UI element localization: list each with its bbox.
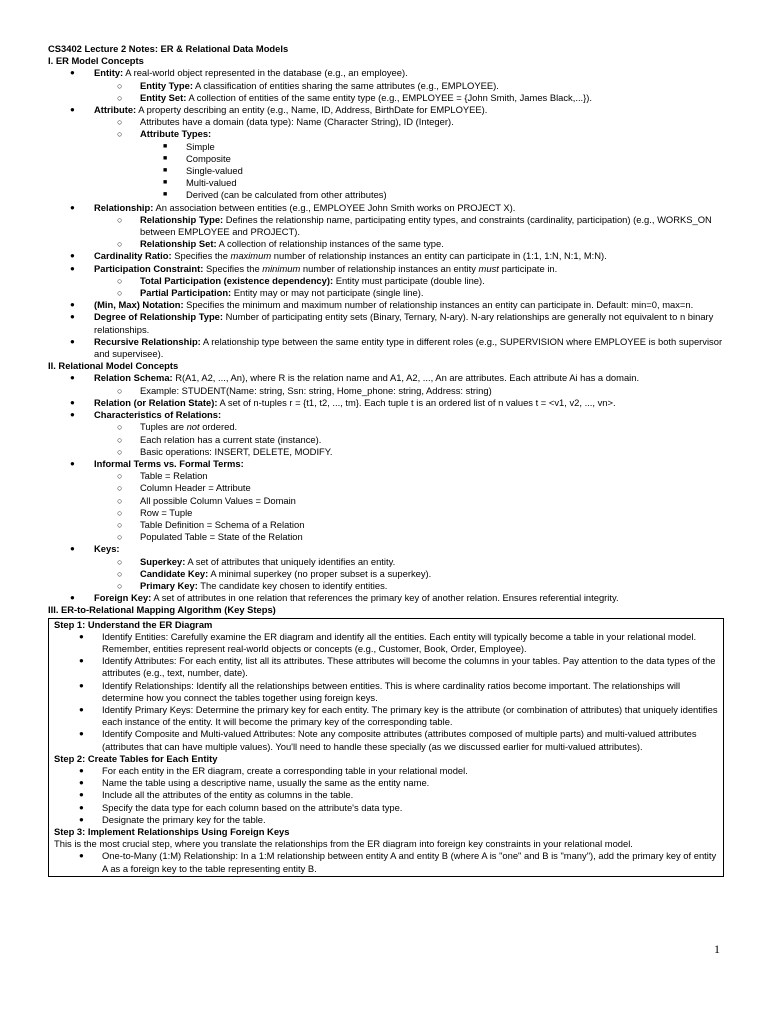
list-item: ○ Primary Key: The candidate key chosen to identify entities. <box>117 579 388 591</box>
list-item: ○ Total Participation (existence dependency): Entity must participate (double line). <box>117 274 485 286</box>
circle-bullet-icon: ○ <box>117 80 123 91</box>
bullet-icon: ● <box>70 544 75 554</box>
bullet-icon: ● <box>79 851 84 861</box>
circle-bullet-icon: ○ <box>117 239 123 250</box>
circle-bullet-icon: ○ <box>117 495 123 506</box>
list-item: ● Cardinality Ratio: Specifies the maximum number of relationship instances an entity can participate in (1:1, 1:N, N:1, M:N). <box>70 250 607 262</box>
list-item: ○ Column Header = Attribute <box>117 482 251 494</box>
bullet-icon: ● <box>79 790 84 800</box>
bullet-icon: ● <box>70 373 75 383</box>
bullet-icon: ● <box>70 397 75 407</box>
step-3-intro: This is the most crucial step, where you translate the relationships from the ER diagram into foreign key constraints in your relational model. <box>54 838 633 850</box>
step-3-heading: Step 3: Implement Relationships Using Foreign Keys <box>54 826 290 837</box>
list-item: ● Keys: <box>70 543 120 555</box>
list-item: ■ Single-valued <box>163 165 243 177</box>
bullet-icon: ● <box>79 656 84 666</box>
document-title: CS3402 Lecture 2 Notes: ER & Relational Data Models <box>48 43 289 54</box>
list-item: ○ Tuples are not ordered. <box>117 421 238 433</box>
list-item: ○ Attributes have a domain (data type): Name (Character String), ID (Integer). <box>117 116 454 128</box>
list-item: ● Relation (or Relation State): A set of n-tuples r = {t1, t2, ..., tm}. Each tuple t is an ordered list of n values t = <v1, v2, ..., vn>. <box>70 396 616 408</box>
list-item: ● Informal Terms vs. Formal Terms: <box>70 457 244 469</box>
list-item: ● Specify the data type for each column based on the attribute's data type. <box>79 801 403 813</box>
circle-bullet-icon: ○ <box>117 214 123 225</box>
bullet-icon: ● <box>70 202 75 212</box>
section-heading-mapping: III. ER-to-Relational Mapping Algorithm (Key Steps) <box>48 604 276 616</box>
circle-bullet-icon: ○ <box>117 288 123 299</box>
list-item: ● Identify Composite and Multi-valued Attributes: Note any composite attributes (attributes composed of multiple parts) and multi-valued attributes (attributes that can have multiple values). You'll need to handle these specially (as we discussed earlier for multi-valued attributes). <box>79 728 697 752</box>
list-item: ● Entity: A real-world object represented in the database (e.g., an employee). <box>70 67 408 79</box>
list-item: ● Identify Relationships: Identify all the relationships between entities. This is where cardinality ratios become important. The relationships will determine how you connect the tables together using foreign keys. <box>79 679 681 703</box>
square-bullet-icon: ■ <box>163 154 168 162</box>
list-item: ○ Populated Table = State of the Relation <box>117 531 303 543</box>
bullet-icon: ● <box>79 814 84 824</box>
list-item: ○ Entity Type: A classification of entities sharing the same attributes (e.g., EMPLOYEE). <box>117 79 499 91</box>
list-item: ● Characteristics of Relations: <box>70 409 222 421</box>
bullet-icon: ● <box>70 458 75 468</box>
list-item: ○ Candidate Key: A minimal superkey (no proper subset is a superkey). <box>117 567 432 579</box>
list-item: ● Name the table using a descriptive name, usually the same as the entity name. <box>79 777 430 789</box>
square-bullet-icon: ■ <box>163 191 168 199</box>
list-item: ● Designate the primary key for the table. <box>79 813 266 825</box>
bullet-icon: ● <box>79 802 84 812</box>
circle-bullet-icon: ○ <box>117 275 123 286</box>
list-item: ■ Simple <box>163 140 215 152</box>
circle-bullet-icon: ○ <box>117 385 123 396</box>
list-item: ○ Attribute Types: <box>117 128 212 140</box>
bullet-icon: ● <box>70 263 75 273</box>
circle-bullet-icon: ○ <box>117 483 123 494</box>
bullet-icon: ● <box>70 336 75 346</box>
list-item: ● Include all the attributes of the entity as columns in the table. <box>79 789 354 801</box>
list-item: ● Relation Schema: R(A1, A2, ..., An), where R is the relation name and A1, A2, ..., An are attributes. Each attribute Ai has a domain. <box>70 372 640 384</box>
list-item: ● Identify Entities: Carefully examine the ER diagram and identify all the entities. Each entity will typically become a table in your relational model. Remember, entities represent real-world objects or concepts (e.g., Customer, Book, Order, Employee). <box>79 630 697 654</box>
bullet-icon: ● <box>79 680 84 690</box>
list-item: ● Participation Constraint: Specifies the minimum number of relationship instances an entity must participate in. <box>70 262 558 274</box>
list-item: ■ Derived (can be calculated from other attributes) <box>163 189 387 201</box>
step-3-list <box>54 850 719 874</box>
list-item: ● Foreign Key: A set of attributes in one relation that references the primary key of another relation. Ensures referential integrity. <box>70 592 619 604</box>
list-item: ○ Relationship Type: Defines the relationship name, participating entity types, and constraints (cardinality, participation) (e.g., WORKS_ON between EMPLOYEE and PROJECT). <box>117 213 712 238</box>
bullet-icon: ● <box>70 410 75 420</box>
list-item: ● Identify Primary Keys: Determine the primary key for each entity. The primary key is the attribute (or combination of attributes) that uniquely identifies each instance of the entity. It will become the primary key of the corresponding table. <box>79 703 718 728</box>
list-item: ● Identify Attributes: For each entity, list all its attributes. These attributes will become the columns in your tables. Pay attention to the data types of the attributes (e.g., text, number, date). <box>79 655 716 679</box>
list-item: ● Recursive Relationship: A relationship type between the same entity type in different roles (e.g., SUPERVISION where EMPLOYEE is both supervisor and supervisee). <box>70 335 723 360</box>
circle-bullet-icon: ○ <box>117 519 123 530</box>
circle-bullet-icon: ○ <box>117 556 123 567</box>
mapping-steps-box <box>48 618 724 877</box>
bullet-icon: ● <box>70 300 75 310</box>
list-item: ○ Row = Tuple <box>117 506 193 518</box>
document-page <box>48 43 724 877</box>
list-item: ○ Entity Set: A collection of entities of the same entity type (e.g., EMPLOYEE = {John Smith, James Black,...}). <box>117 91 593 103</box>
bullet-icon: ● <box>79 765 84 775</box>
circle-bullet-icon: ○ <box>117 422 123 433</box>
bullet-icon: ● <box>70 593 75 603</box>
list-item: ● Relationship: An association between entities (e.g., EMPLOYEE John Smith works on PROJECT X). <box>70 201 516 213</box>
list-item: ○ Each relation has a current state (instance). <box>117 433 322 445</box>
bullet-icon: ● <box>70 312 75 322</box>
square-bullet-icon: ■ <box>163 167 168 175</box>
section-heading-er: I. ER Model Concepts <box>48 55 144 67</box>
page-number: 1 <box>714 942 720 956</box>
list-item: ○ All possible Column Values = Domain <box>117 494 296 506</box>
list-item: ○ Partial Participation: Entity may or may not participate (single line). <box>117 287 424 299</box>
circle-bullet-icon: ○ <box>117 117 123 128</box>
list-item: ○ Table = Relation <box>117 470 208 482</box>
circle-bullet-icon: ○ <box>117 532 123 543</box>
step-2-list <box>54 765 719 826</box>
list-item: ■ Composite <box>163 152 231 164</box>
er-concepts-list <box>48 67 724 360</box>
circle-bullet-icon: ○ <box>117 129 123 140</box>
circle-bullet-icon: ○ <box>117 471 123 482</box>
circle-bullet-icon: ○ <box>117 580 123 591</box>
bullet-icon: ● <box>79 729 84 739</box>
list-item: ● (Min, Max) Notation: Specifies the minimum and maximum number of relationship instances an entity can participate in. Default: min=0, max=n. <box>70 299 694 311</box>
step-1-heading: Step 1: Understand the ER Diagram <box>54 618 213 630</box>
section-heading-relational: II. Relational Model Concepts <box>48 360 179 372</box>
square-bullet-icon: ■ <box>163 179 168 187</box>
circle-bullet-icon: ○ <box>117 568 123 579</box>
list-item: ○ Table Definition = Schema of a Relation <box>117 518 305 530</box>
list-item: ○ Basic operations: INSERT, DELETE, MODIFY. <box>117 445 333 457</box>
list-item: ■ Multi-valued <box>163 177 237 189</box>
list-item: ● Attribute: A property describing an entity (e.g., Name, ID, Address, BirthDate for EMPLOYEE). <box>70 104 488 116</box>
step-2-heading: Step 2: Create Tables for Each Entity <box>54 752 218 764</box>
circle-bullet-icon: ○ <box>117 507 123 518</box>
list-item: ○ Relationship Set: A collection of relationship instances of the same type. <box>117 238 444 250</box>
list-item: ● For each entity in the ER diagram, create a corresponding table in your relational model. <box>79 764 468 776</box>
circle-bullet-icon: ○ <box>117 446 123 457</box>
bullet-icon: ● <box>70 105 75 115</box>
bullet-icon: ● <box>79 778 84 788</box>
bullet-icon: ● <box>79 631 84 641</box>
bullet-icon: ● <box>70 251 75 261</box>
bullet-icon: ● <box>79 704 84 714</box>
relational-concepts-list <box>48 372 724 604</box>
square-bullet-icon: ■ <box>163 142 168 150</box>
bullet-icon: ● <box>70 68 75 78</box>
circle-bullet-icon: ○ <box>117 92 123 103</box>
list-item: ○ Example: STUDENT(Name: string, Ssn: string, Home_phone: string, Address: string) <box>117 384 492 396</box>
list-item: ● One-to-Many (1:M) Relationship: In a 1:M relationship between entity A and entity B (where A is "one" and B is "many"), add the primary key of entity A as a foreign key to the table representing entity B. <box>79 850 717 874</box>
list-item: ● Degree of Relationship Type: Number of participating entity sets (Binary, Ternary, N-ary). N-ary relationships are generally not equivalent to n binary relationships. <box>70 311 714 335</box>
circle-bullet-icon: ○ <box>117 434 123 445</box>
step-1-list <box>54 631 719 753</box>
list-item: ○ Superkey: A set of attributes that uniquely identifies an entity. <box>117 555 396 567</box>
